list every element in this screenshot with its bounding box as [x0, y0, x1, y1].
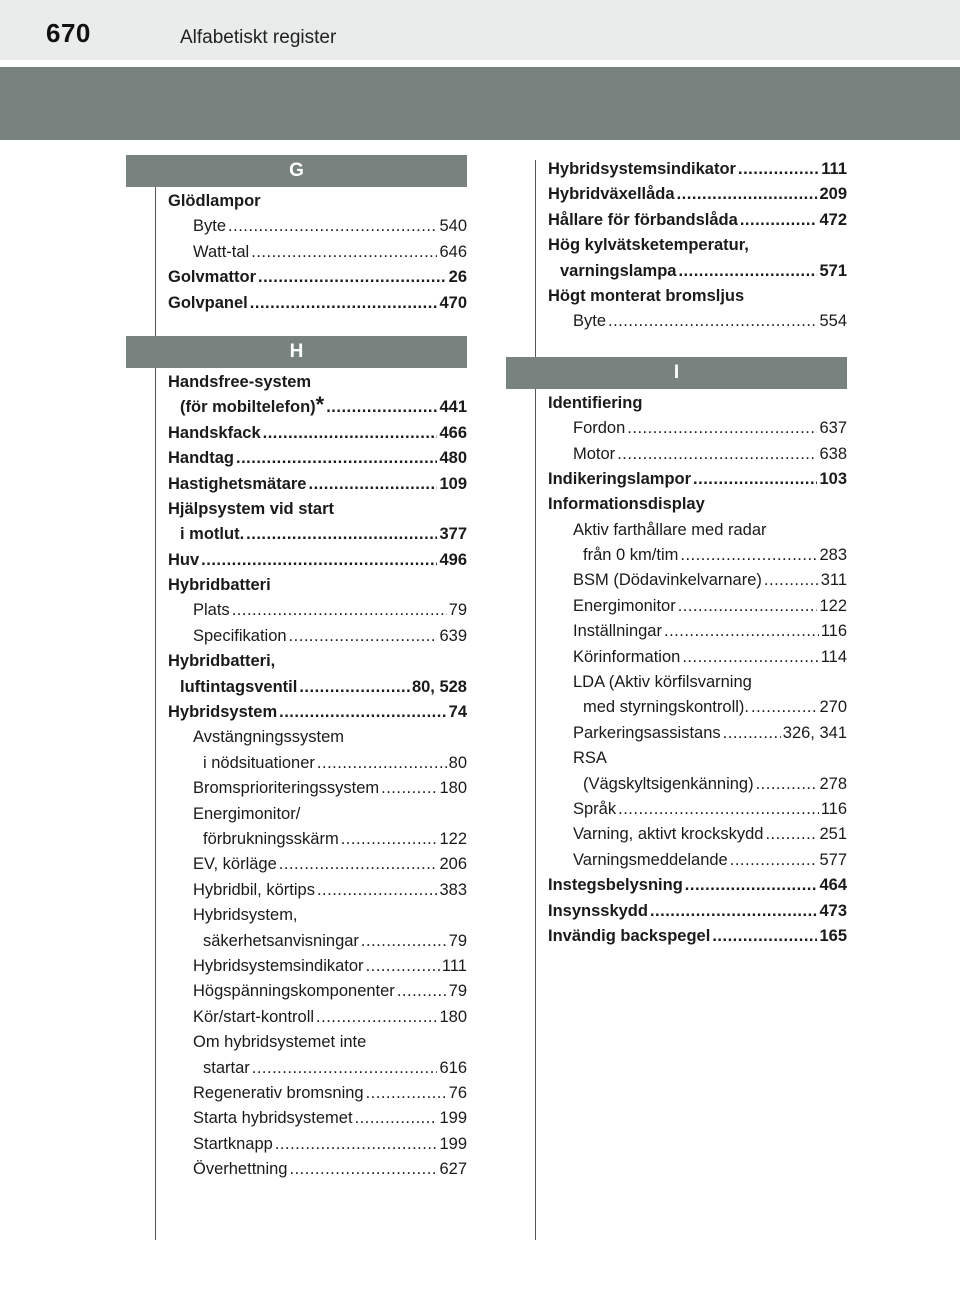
dot-leader — [299, 675, 410, 700]
index-entry-term: Hybridsystem, — [193, 906, 298, 925]
index-entry-term: Språk — [573, 799, 617, 818]
dot-leader — [308, 472, 437, 497]
index-entry-term: Watt-tal — [193, 242, 250, 261]
dot-leader — [252, 1056, 438, 1081]
dot-leader — [275, 1132, 438, 1157]
index-entry-term: i motlut. — [180, 525, 245, 544]
page-reference: 311 — [820, 571, 847, 590]
page-reference: 26 — [448, 268, 467, 287]
index-entry-term: Starta hybridsystemet — [193, 1109, 353, 1128]
page-reference: 180 — [439, 1007, 467, 1026]
index-entry — [548, 721, 847, 746]
index-entry: (för mobiltelefon) * ..... 441 — [168, 395, 467, 420]
dot-leader — [650, 899, 818, 924]
index-entry-term: Varningsmeddelande — [573, 850, 728, 869]
page-reference: 326, 341 — [782, 723, 847, 742]
page-reference: 473 — [819, 901, 847, 920]
index-entry-term: Insynsskydd — [548, 901, 648, 920]
index-entry — [168, 827, 467, 852]
index-entry-term: Hybridbatteri — [168, 576, 271, 595]
dot-leader — [397, 979, 447, 1004]
index-entry-term: Högt monterat bromsljus — [548, 286, 745, 305]
dot-leader — [627, 416, 817, 441]
page-reference: 79 — [448, 931, 467, 950]
index-entry-term: Specifikation — [193, 626, 287, 645]
index-entry — [168, 421, 467, 446]
left-column — [126, 155, 467, 1182]
page-reference: 114 — [820, 647, 847, 666]
index-entry — [548, 182, 847, 207]
page-reference: 116 — [820, 622, 847, 641]
index-entry-term: Byte — [573, 312, 607, 331]
page-reference: 116 — [820, 799, 847, 818]
index-entry-term: EV, körläge — [193, 855, 277, 874]
index-entry-term: Varning, aktivt krockskydd — [573, 825, 764, 844]
index-entry-term: varningslampa — [560, 261, 677, 280]
page-reference: 637 — [819, 419, 847, 438]
page-reference: 199 — [439, 1109, 467, 1128]
dot-leader — [232, 598, 447, 623]
index-entry-term: Fordon — [573, 419, 626, 438]
dot-leader — [201, 548, 437, 573]
index-list-g — [168, 189, 467, 316]
dot-leader — [712, 924, 817, 949]
index-entry-term: från 0 km/tim — [583, 546, 679, 565]
index-entry-term: Hög kylvätsketemperatur, — [548, 236, 749, 255]
index-entry — [168, 573, 467, 598]
dot-leader — [723, 721, 781, 746]
page-reference: 111 — [821, 160, 847, 178]
index-entry-term: Startknapp — [193, 1134, 273, 1153]
page-reference: 76 — [448, 1083, 467, 1102]
index-entry-term: Instegsbelysning — [548, 876, 683, 895]
index-entry-term: Om hybridsystemet inte — [193, 1033, 367, 1052]
index-entry — [548, 233, 847, 258]
index-entry-term: Aktiv farthållare med radar — [573, 520, 767, 539]
index-entry — [168, 1106, 467, 1131]
dot-leader — [381, 776, 437, 801]
index-entry-term: med styrningskontroll). — [583, 698, 749, 717]
page-reference: 464 — [819, 876, 847, 895]
dot-leader — [738, 157, 819, 182]
page-reference: 278 — [819, 774, 847, 793]
page-reference: 616 — [439, 1058, 467, 1077]
dot-leader — [685, 873, 818, 898]
page-reference: 283 — [819, 546, 847, 565]
index-entry-term: Hybridsystemsindikator — [193, 956, 364, 975]
dot-leader — [664, 619, 819, 644]
index-entry-term: (Vägskyltsigenkänning) — [583, 774, 754, 793]
index-entry — [168, 189, 467, 214]
index-entry — [548, 619, 847, 644]
dot-leader — [361, 929, 447, 954]
page-reference: 165 — [819, 926, 847, 945]
dot-leader — [341, 827, 438, 852]
dot-leader — [228, 214, 437, 239]
index-entry-term: Identifiering — [548, 393, 643, 412]
page-reference: 496 — [439, 550, 467, 569]
page-reference: 441 — [439, 398, 467, 417]
page-reference: 571 — [819, 261, 847, 280]
index-entry — [168, 214, 467, 239]
dot-leader — [751, 695, 817, 720]
index-entry-term: Energimonitor — [573, 596, 676, 615]
index-entry — [168, 649, 467, 674]
index-entry-term: (för mobiltelefon) — [180, 398, 316, 417]
index-entry-term: BSM (Dödavinkelvarnare) — [573, 571, 762, 590]
index-entry — [548, 797, 847, 822]
index-entry — [548, 645, 847, 670]
index-entry — [548, 873, 847, 898]
index-entry — [168, 265, 467, 290]
dot-leader — [355, 1106, 438, 1131]
index-entry — [168, 852, 467, 877]
index-entry-term: Parkeringsassistans — [573, 723, 721, 742]
index-entry-term: Hastighetsmätare — [168, 474, 307, 493]
index-entry-term: Inställningar — [573, 622, 662, 641]
index-entry — [548, 594, 847, 619]
page-reference: 646 — [439, 242, 467, 261]
index-entry-term: Golvmattor — [168, 268, 257, 287]
index-list-i — [548, 391, 847, 950]
index-entry-term: Hybridväxellåda — [548, 185, 675, 204]
dot-leader — [764, 568, 819, 593]
page-reference: 466 — [439, 423, 467, 442]
dot-leader — [289, 624, 438, 649]
page-title: Alfabetiskt register — [180, 27, 337, 48]
index-entry-term: Byte — [193, 217, 227, 236]
index-entry-term: säkerhetsanvisningar — [203, 931, 359, 950]
page-reference: 270 — [819, 698, 847, 717]
index-entry — [168, 776, 467, 801]
index-entry-term: Hybridbatteri, — [168, 652, 276, 671]
dot-leader — [608, 309, 817, 334]
page-reference: 80 — [448, 753, 467, 772]
index-entry — [548, 309, 847, 334]
dot-leader — [740, 208, 818, 233]
index-entry-term: Huv — [168, 550, 200, 569]
index-entry — [168, 522, 467, 547]
section-header-g: G — [126, 155, 467, 187]
page-reference: 480 — [439, 449, 467, 468]
index-entry — [168, 675, 467, 700]
page-reference: 109 — [439, 474, 467, 493]
index-entry — [168, 1132, 467, 1157]
page-reference: 180 — [439, 779, 467, 798]
index-entry-term: Hållare för förbandslåda — [548, 210, 738, 229]
dot-leader — [263, 421, 438, 446]
index-entry-term: Plats — [193, 601, 230, 620]
page-reference: 79 — [448, 982, 467, 1001]
page-reference: 80, 528 — [411, 677, 467, 696]
index-entry — [168, 598, 467, 623]
index-entry — [168, 878, 467, 903]
index-entry — [548, 746, 847, 771]
index-entry — [168, 1005, 467, 1030]
index-entry-term: Högspänningskomponenter — [193, 982, 395, 1001]
index-entry — [548, 543, 847, 568]
dot-leader — [680, 543, 817, 568]
dot-leader — [316, 1005, 437, 1030]
dot-leader — [693, 467, 817, 492]
index-entry-term: Handsfree-system — [168, 372, 312, 391]
page-reference: 472 — [819, 210, 847, 229]
index-entry — [168, 291, 467, 316]
index-entry — [168, 240, 467, 265]
index-entry — [168, 802, 467, 827]
index-entry — [168, 472, 467, 497]
dot-leader — [618, 797, 819, 822]
index-entry-term: Avstängningssystem — [193, 728, 345, 747]
index-entry — [168, 725, 467, 750]
index-entry — [168, 548, 467, 573]
page-reference: 540 — [439, 217, 467, 236]
page-reference: 639 — [439, 626, 467, 645]
index-list-h-continued — [548, 157, 847, 335]
index-entry — [168, 1157, 467, 1182]
index-entry-term: Invändig backspegel — [548, 926, 711, 945]
index-entry — [168, 929, 467, 954]
index-entry — [168, 370, 467, 395]
index-entry — [168, 1081, 467, 1106]
index-entry-term: Glödlampor — [168, 192, 261, 210]
index-entry — [168, 751, 467, 776]
index-entry — [548, 416, 847, 441]
dot-leader — [366, 954, 440, 979]
index-entry — [548, 467, 847, 492]
index-entry-term: Hjälpsystem vid start — [168, 499, 334, 518]
page-reference: 122 — [819, 596, 847, 615]
index-entry-term: Kör/start-kontroll — [193, 1007, 315, 1026]
page-reference: 209 — [819, 185, 847, 204]
page-reference: 111 — [441, 956, 467, 975]
index-entry-term: luftintagsventil — [180, 677, 298, 696]
index-entry — [548, 848, 847, 873]
dot-leader — [236, 446, 437, 471]
page-reference: 627 — [439, 1160, 467, 1179]
index-entry-term: Handtag — [168, 449, 234, 468]
index-entry — [168, 1030, 467, 1055]
index-entry — [548, 899, 847, 924]
index-entry — [168, 954, 467, 979]
index-entry-term: Överhettning — [193, 1160, 288, 1179]
index-entry-term: LDA (Aktiv körfilsvarning — [573, 673, 752, 692]
page-reference: 251 — [819, 825, 847, 844]
index-entry — [168, 903, 467, 928]
index-entry — [168, 624, 467, 649]
index-entry-term: Energimonitor/ — [193, 804, 301, 823]
index-entry — [548, 924, 847, 949]
right-column — [506, 157, 847, 949]
index-entry — [548, 822, 847, 847]
index-entry — [168, 700, 467, 725]
page-reference: 103 — [819, 469, 847, 488]
index-entry-term: Hybridsystemsindikator — [548, 160, 736, 178]
page-reference: 122 — [439, 829, 467, 848]
dot-leader — [317, 878, 438, 903]
index-entry-term: Körinformation — [573, 647, 681, 666]
index-entry-term: startar — [203, 1058, 250, 1077]
section-header-i: I — [506, 357, 847, 389]
index-entry — [548, 157, 847, 182]
dot-leader — [678, 594, 818, 619]
index-entry — [168, 979, 467, 1004]
page-number: 670 — [46, 18, 91, 48]
page-reference: 74 — [448, 703, 467, 722]
dot-leader — [682, 645, 818, 670]
dot-leader — [730, 848, 818, 873]
dot-leader — [258, 265, 447, 290]
page-header — [0, 0, 960, 60]
index-list-h — [168, 370, 467, 1183]
index-entry-term: Informationsdisplay — [548, 495, 705, 514]
index-entry-term: Hybridbil, körtips — [193, 880, 315, 899]
index-entry — [548, 284, 847, 309]
dot-leader — [289, 1157, 437, 1182]
index-entry-term: förbrukningsskärm — [203, 829, 339, 848]
index-entry — [548, 772, 847, 797]
dot-leader — [250, 291, 438, 316]
index-entry-term: i nödsituationer — [203, 753, 315, 772]
index-entry — [548, 208, 847, 233]
index-entry-term: Bromsprioriteringssystem — [193, 779, 380, 798]
index-entry-term: Golvpanel — [168, 293, 248, 312]
index-entry — [168, 1056, 467, 1081]
dot-leader — [756, 772, 818, 797]
dot-leader — [279, 852, 438, 877]
header-band — [0, 67, 960, 140]
index-entry — [168, 446, 467, 471]
page-reference: 577 — [819, 850, 847, 869]
page-reference: 206 — [439, 855, 467, 874]
section-header-h: H — [126, 336, 467, 368]
index-entry — [548, 492, 847, 517]
index-entry-term: Motor — [573, 444, 616, 463]
index-entry — [548, 670, 847, 695]
dot-leader — [326, 395, 437, 420]
dot-leader — [317, 751, 447, 776]
index-entry-term: Handskfack — [168, 423, 261, 442]
dot-leader — [251, 240, 437, 265]
index-entry — [548, 442, 847, 467]
index-entry — [548, 695, 847, 720]
page-reference: 383 — [439, 880, 467, 899]
index-entry — [548, 568, 847, 593]
index-entry-term: Hybridsystem — [168, 703, 278, 722]
index-entry — [548, 259, 847, 284]
page-reference: 79 — [448, 601, 467, 620]
index-entry-term: Regenerativ bromsning — [193, 1083, 364, 1102]
index-entry-term: RSA — [573, 749, 607, 768]
page-reference: 638 — [819, 444, 847, 463]
dot-leader — [279, 700, 447, 725]
page-reference: 199 — [439, 1134, 467, 1153]
dot-leader — [246, 522, 437, 547]
page-reference: 377 — [439, 525, 467, 544]
index-entry-term: Indikeringslampor — [548, 469, 692, 488]
index-entry — [168, 497, 467, 522]
dot-leader — [366, 1081, 447, 1106]
dot-leader — [765, 822, 817, 847]
dot-leader — [617, 442, 817, 467]
page-reference: 554 — [819, 312, 847, 331]
page-reference: 470 — [439, 293, 467, 312]
dot-leader — [678, 259, 817, 284]
index-entry — [548, 518, 847, 543]
dot-leader — [677, 182, 818, 207]
index-entry — [548, 391, 847, 416]
